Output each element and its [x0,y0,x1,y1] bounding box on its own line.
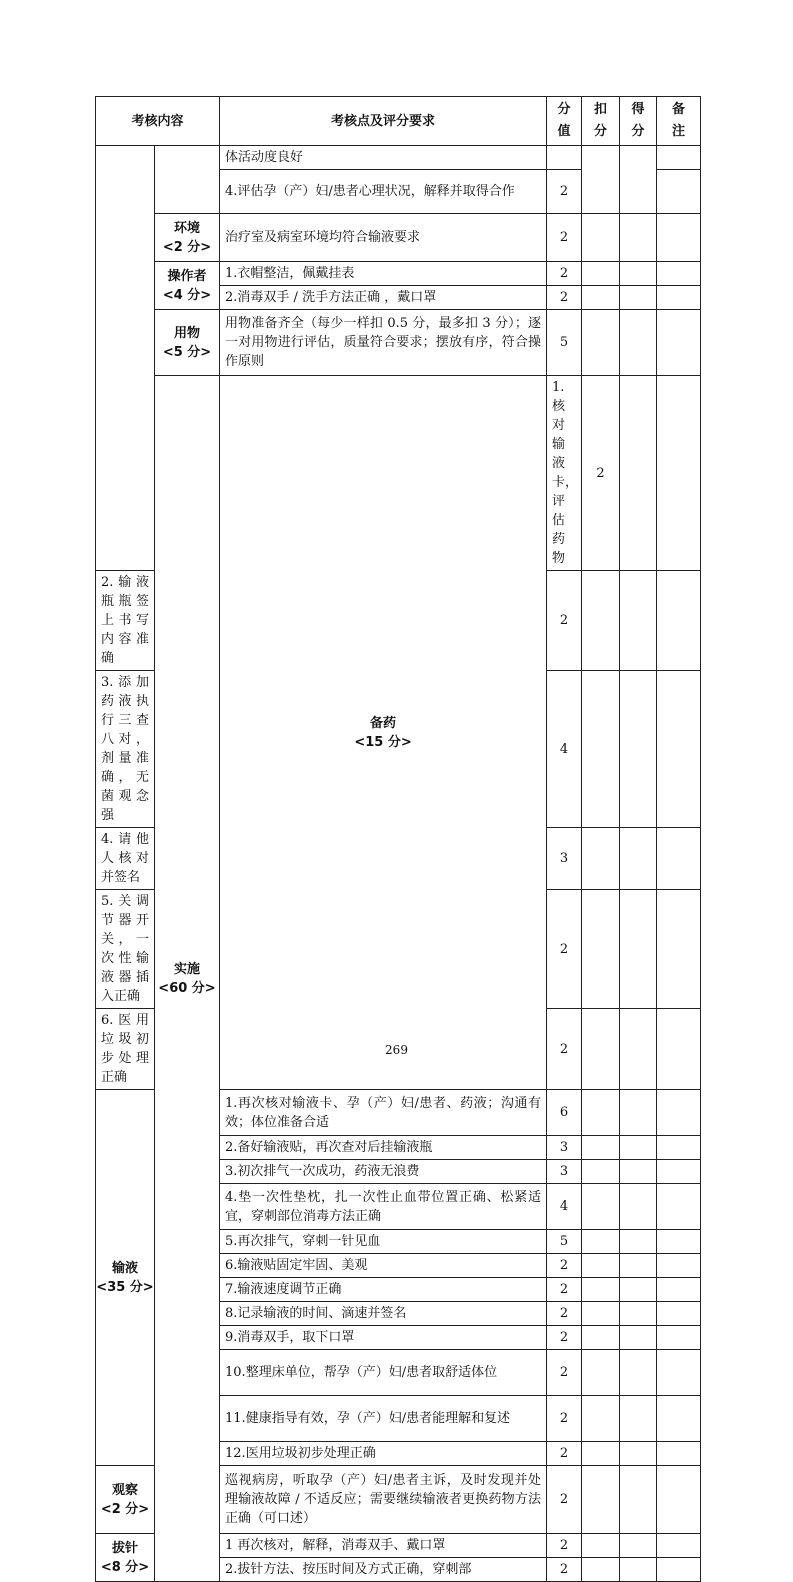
requirement-cell: 体活动度良好 [220,146,547,170]
requirement-cell: 用物准备齐全（每少一样扣 0.5 分，最多扣 3 分）；逐一对用物进行评估，质量符合要求；摆放有序，符合操作原则 [220,310,547,376]
deduct-cell [582,1466,620,1534]
header-content: 考核内容 [96,97,220,146]
requirement-cell: 7.输液速度调节正确 [220,1278,547,1302]
gain-cell [620,1534,657,1558]
score-cell: 2 [547,571,582,671]
requirement-cell: 8.记录输液的时间、滴速并签名 [220,1302,547,1326]
gain-cell [620,1396,657,1442]
score-cell: 2 [547,170,582,214]
deduct-cell [582,828,620,890]
requirement-cell: 11.健康指导有效，孕（产）妇/患者能理解和复述 [220,1396,547,1442]
category-implementation: 实施 <60 分> [155,376,220,1582]
score-cell: 2 [547,890,582,1009]
deduct-cell [582,1326,620,1350]
header-points: 考核点及评分要求 [220,97,547,146]
gain-cell [620,1254,657,1278]
remark-cell [657,1326,701,1350]
score-cell: 2 [582,376,620,571]
gain-cell [620,1442,657,1466]
gain-cell [657,376,701,571]
requirement-cell: 治疗室及病室环境均符合输液要求 [220,214,547,262]
requirement-cell: 2.消毒双手 / 洗手方法正确 ，戴口罩 [220,286,547,310]
gain-cell [620,1326,657,1350]
requirement-cell: 4.评估孕（产）妇/患者心理状况，解释并取得合作 [220,170,547,214]
gain-cell [620,671,657,828]
gain-cell [620,1558,657,1582]
deduct-cell [582,1558,620,1582]
deduct-cell [582,1278,620,1302]
gain-cell [620,214,657,262]
category-needle-withdrawal: 拔针 <8 分> [96,1534,155,1582]
deduct-cell [582,1230,620,1254]
score-cell: 2 [547,214,582,262]
category-environment: 环境 <2 分> [155,214,220,262]
remark-cell [657,214,701,262]
requirement-cell: 6.医用垃圾初步处理正确 [96,1009,155,1090]
gain-cell [620,1184,657,1230]
score-cell: 2 [547,1278,582,1302]
remark-cell [657,890,701,1009]
deduct-cell [582,1396,620,1442]
gain-cell [620,286,657,310]
score-cell: 3 [547,828,582,890]
deduct-cell [582,146,620,214]
remark-cell [657,1302,701,1326]
gain-cell [620,1278,657,1302]
gain-cell [620,1230,657,1254]
deduct-cell [582,671,620,828]
requirement-cell: 5.关调节器开关，一次性输液器插入正确 [96,890,155,1009]
deduct-cell [582,1302,620,1326]
deduct-cell [582,1160,620,1184]
requirement-cell: 2.备好输液贴，再次查对后挂输液瓶 [220,1136,547,1160]
remark-cell [657,1396,701,1442]
remark-cell [657,828,701,890]
score-cell: 2 [547,1466,582,1534]
category-operator: 操作者 <4 分> [155,262,220,310]
header-remark: 备 注 [657,97,701,146]
remark-cell [657,286,701,310]
deduct-cell [620,376,657,571]
requirement-cell: 4.垫一次性垫枕，扎一次性止血带位置正确、松紧适宜，穿刺部位消毒方法正确 [220,1184,547,1230]
score-cell: 2 [547,1558,582,1582]
deduct-cell [582,571,620,671]
remark-cell [657,1254,701,1278]
remark-cell [657,1350,701,1396]
score-cell: 5 [547,310,582,376]
remark-cell [657,1160,701,1184]
score-cell: 3 [547,1136,582,1160]
remark-cell [657,146,701,170]
category-observation: 观察 <2 分> [96,1466,155,1534]
score-cell: 2 [547,1009,582,1090]
deduct-cell [582,262,620,286]
requirement-cell: 3.添加药液执行三查八对，剂量准确，无菌观念强 [96,671,155,828]
deduct-cell [582,1534,620,1558]
requirement-cell: 巡视病房，听取孕（产）妇/患者主诉，及时发现并处理输液故障 / 不适反应；需要继续输液者更换药物方法正确（可口述） [220,1466,547,1534]
category-supplies: 用物 <5 分> [155,310,220,376]
gain-cell [620,1466,657,1534]
deduct-cell [582,1184,620,1230]
score-cell: 6 [547,1090,582,1136]
remark-cell [657,170,701,214]
requirement-cell: 5.再次排气，穿刺一针见血 [220,1230,547,1254]
requirement-cell: 1.再次核对输液卡、孕（产）妇/患者、药液；沟通有效；体位准备合适 [220,1090,547,1136]
score-cell: 2 [547,1534,582,1558]
remark-cell [657,262,701,286]
remark-cell [657,1558,701,1582]
score-cell: 3 [547,1160,582,1184]
deduct-cell [582,1442,620,1466]
category-infusion: 输液 <35 分> [96,1090,155,1466]
score-cell: 2 [547,286,582,310]
header-deduct: 扣 分 [582,97,620,146]
deduct-cell [582,1350,620,1396]
remark-cell [657,1534,701,1558]
deduct-cell [582,310,620,376]
deduct-cell [582,890,620,1009]
remark-cell [657,1136,701,1160]
requirement-cell: 1.核对输液卡，评估药物 [547,376,582,571]
deduct-cell [582,214,620,262]
gain-cell [620,1136,657,1160]
requirement-cell: 4.请他人核对并签名 [96,828,155,890]
score-cell: 2 [547,1442,582,1466]
gain-cell [620,571,657,671]
remark-cell [657,1184,701,1230]
deduct-cell [582,286,620,310]
remark-cell [657,1230,701,1254]
score-cell: 4 [547,671,582,828]
remark-cell [657,1466,701,1534]
category-blank-left [96,146,155,571]
requirement-cell: 2.输液瓶瓶签上书写内容准确 [96,571,155,671]
score-cell [547,146,582,170]
requirement-cell: 2.拔针方法、按压时间及方式正确，穿刺部 [220,1558,547,1582]
gain-cell [620,262,657,286]
gain-cell [620,1160,657,1184]
score-cell: 2 [547,262,582,286]
header-value: 分 值 [547,97,582,146]
score-cell: 5 [547,1230,582,1254]
requirement-cell: 3.初次排气一次成功，药液无浪费 [220,1160,547,1184]
score-cell: 2 [547,1302,582,1326]
remark-cell [657,571,701,671]
score-cell: 2 [547,1254,582,1278]
remark-cell [657,1278,701,1302]
header-gain: 得 分 [620,97,657,146]
score-cell: 2 [547,1326,582,1350]
requirement-cell: 9.消毒双手，取下口罩 [220,1326,547,1350]
score-cell: 2 [547,1350,582,1396]
requirement-cell: 10.整理床单位，帮孕（产）妇/患者取舒适体位 [220,1350,547,1396]
requirement-cell: 12.医用垃圾初步处理正确 [220,1442,547,1466]
category-blank-sub [155,146,220,214]
score-cell: 4 [547,1184,582,1230]
gain-cell [620,828,657,890]
requirement-cell: 6.输液贴固定牢固、美观 [220,1254,547,1278]
remark-cell [657,310,701,376]
gain-cell [620,146,657,214]
score-table [95,96,701,1582]
requirement-cell: 1.衣帽整洁，佩戴挂表 [220,262,547,286]
remark-cell [657,1090,701,1136]
gain-cell [620,1302,657,1326]
deduct-cell [582,1136,620,1160]
gain-cell [620,890,657,1009]
gain-cell [620,1090,657,1136]
requirement-cell: 1 再次核对，解释，消毒双手、戴口罩 [220,1534,547,1558]
remark-cell [657,1442,701,1466]
page-number: 269 [385,1043,408,1057]
score-cell: 2 [547,1396,582,1442]
deduct-cell [582,1254,620,1278]
gain-cell [620,310,657,376]
category-medication-prep: 备药 <15 分> [220,376,547,1090]
deduct-cell [582,1090,620,1136]
gain-cell [620,1350,657,1396]
remark-cell [657,671,701,828]
